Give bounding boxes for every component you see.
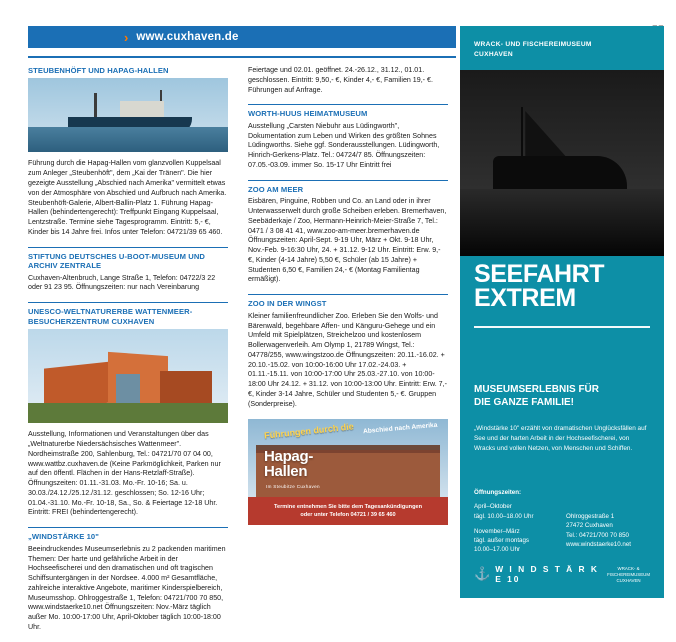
ad-hours-label: Öffnungszeiten:: [474, 489, 522, 496]
left-column: [28, 66, 228, 642]
article-heading: STIFTUNG DEUTSCHES U-BOOT-MUSEUM UND ARCHIV ZENTRALE: [28, 251, 205, 271]
article-body: Feiertage und 02.01. geöffnet. 24.-26.12., 31.12., 01.01. geschlossen. Eintritt: 9,50,- €, Kinder 4,- €, Familien 19,- €. Führungen auf Anfrage.: [248, 66, 433, 94]
ad-hours-season-2-value-a: tägl. außer montags: [474, 537, 530, 545]
ad-title: SEEFAHRT EXTREM: [474, 260, 605, 312]
ship-photo: [28, 78, 228, 152]
website-url[interactable]: www.cuxhaven.de: [136, 31, 239, 43]
article-wattenmeer: [28, 307, 228, 518]
article-uboot-museum: [28, 252, 228, 294]
article-worth-huus: [248, 109, 448, 170]
advert-title: Hapag- Hallen: [264, 448, 314, 480]
museum-badge: WRACK- & FISCHEREIMUSEUM CUXHAVEN: [607, 565, 650, 583]
article-heading: STEUBENHÖFT UND HAPAG-HALLEN: [28, 66, 169, 75]
section-divider: [248, 104, 448, 105]
article-heading: WORTH-HUUS HEIMATMUSEUM: [248, 109, 368, 119]
article-body: Cuxhaven-Altenbruch, Lange Straße 1, Telefon: 04722/3 22 oder 91 23 95. Öffnungszeiten: nur nach Vereinbarung: [28, 273, 216, 292]
advert-tagline: Abschied nach Amerika: [363, 421, 439, 436]
anchor-icon: ⚓: [474, 566, 491, 581]
museum-building-photo: [28, 329, 228, 423]
ad-hours-season-1-label: April–Oktober: [474, 503, 512, 511]
ad-address-street: Ohlroggestraße 1: [566, 513, 615, 520]
ad-hours-season-1-value: tägl. 10.00–18.00 Uhr: [474, 512, 534, 520]
advert-subtitle: Im Steubitze Cuxhaven: [266, 484, 320, 490]
article-heading: „WINDSTÄRKE 10": [28, 532, 99, 542]
section-divider: [28, 527, 228, 528]
ad-address-city: 27472 Cuxhaven: [566, 522, 613, 530]
ship-mast-icon: [94, 93, 97, 118]
ad-logo: WRACK- UND FISCHEREIMUSEUM CUXHAVEN: [474, 41, 592, 58]
article-body: Führung durch die Hapag-Hallen vom glanzvollen Kuppelsaal zum Anleger „Steubenhöft", dem „Kai der Tränen". Die hier gezeigte Ausstellung „Abschied nach Amerika" vermittelt etwas von der Atmosphäre von Abschied und Aufbruch nach Amerika. Steubenhöft-Galerie, Albert-Ballin-Platz 1. Führung Hapag-Hallen (behindertengerecht): Treffpunkt Eingang Kuppelsaal, Lentzstraße. Termine siehe Tagesprogramm. Eintritt: 5,- €, Kinder bis 14 Jahre frei. Infos unter Telefon: 04721/39 65 460.: [28, 159, 227, 236]
article-steubenhoeft: [28, 66, 228, 238]
chevron-right-icon: ›: [124, 29, 129, 45]
ad-paragraph: „Windstärke 10" erzählt von dramatischen Unglücksfällen auf See und der harten Arbeit in der Hochseefischerei, von Wracks und vollen Netzen, von Menschen und Schiffen.: [474, 425, 647, 452]
ad-website[interactable]: www.windstaerke10.net: [566, 540, 632, 548]
ad-footer: [474, 564, 650, 584]
section-divider: [248, 294, 448, 295]
advert-kicker: Führungen durch die: [263, 421, 355, 441]
horizon-band: [460, 189, 664, 256]
article-continued: [248, 66, 448, 95]
section-divider: [28, 302, 228, 303]
ad-hours-season-2-label: November–März: [474, 527, 520, 535]
ad-phone: Tel.: 04721/700 70 850: [566, 531, 629, 539]
article-heading: ZOO IN DER WINGST: [248, 299, 327, 309]
section-divider: [28, 247, 228, 248]
sea-surface: [28, 127, 228, 152]
right-column: [248, 66, 448, 525]
advert-footer-line2: oder unter Telefon 04721 / 39 65 460: [300, 511, 396, 518]
article-zoo-am-meer: [248, 185, 448, 286]
section-divider: [248, 180, 448, 181]
article-heading: ZOO AM MEER: [248, 184, 304, 194]
lawn: [28, 403, 228, 424]
ad-opening-hours: [474, 488, 560, 555]
advert-footer: [248, 497, 448, 525]
article-body: Beeindruckendes Museumserlebnis zu 2 packenden maritimen Themen: Der harte und gefährliche Arbeit in der Hochseefischerei und den dramatischen und oft tragischen Schiffsuntergängen in der Nordsee. 4.000 m² Gesamtfläche, zahlreiche interaktive Angebote, maritimer Kinderspielbereich, Museumsshop. Ohlroggestraße 1, Telefon: 04721/700 70 850, www.windstaerke10.net Öffnungszeiten: Nov.-März täglich außer Mo. 10:00-17:00 Uhr, April-Oktober täglich 10:00-18:00 Uhr.: [28, 544, 226, 631]
ad-separator: [474, 326, 650, 328]
ad-hours-season-2-value-b: 10.00–17.00 Uhr: [474, 546, 521, 554]
article-body: Kleiner familienfreundlicher Zoo. Erleben Sie den Wolfs- und Bärenwald, begehbare Affen- und Känguru-Gehege und ein Umfeld mit Spielplätzen, Streichelzoo und kostenlosem Bollerwagenverleih. Am Olymp 1, 21789 Wingst, Tel.: 04778/255, www.wingstzoo.de Öffnungszeiten: 20.11.-16.02. + 20.10.-15.02. von 10:00-16:00 Uhr 17.02.-24.03. + 01.11.-15.11. von 10:00-17:00 Uhr 25.03.-27.10. von 10:00-18:00 Uhr 24.12. + 31.12. von 10:00-13:00 Uhr. Eintritt: Erw. 7,- €, Kinder 3-14 Jahre, Schüler und Studenten 5,- €. Gruppen (Sonderpreise).: [248, 311, 447, 408]
hapag-hallen-advert[interactable]: [248, 419, 448, 525]
article-windstaerke10: [28, 532, 228, 633]
article-body: Eisbären, Pinguine, Robben und Co. an Land oder in ihrer Unterwasserwelt durch große Scheiben erleben. Bremerhaven, Seebäderkaje / Zoo, Hermann-Heinrich-Meier-Straße 7, Tel.: 0471 / 3 08 41 41, www.zoo-am-meer.bremerhaven.de Öffnungszeiten: April-Sept. 9-19 Uhr, März + Okt. 9-18 Uhr, Nov.-Feb. 9-16:30 Uhr, 24. + 31.12. 9-12 Uhr. Eintritt: Erw. 9,- €, Kinder (4-14 Jahre) 5,50 €, Schüler (ab 15 Jahre) + Studenten 6,50 €, Familien 24,- € (Montag Familientag ermäßigt).: [248, 197, 447, 284]
building-glass-facade: [116, 374, 140, 402]
article-zoo-wingst: [248, 299, 448, 409]
article-body: Ausstellung, Informationen und Veranstaltungen über das „Weltnaturerbe Niedersächsisches Wattenmeer". Nordheimstraße 200, Sahlenburg, Tel.: 04721/70 07 04 00, www.wattbz.cuxhaven.de (Keine Parkmöglichkeit, Parken nur auf den öffentl. Flächen in der Hans-Retzlaff-Straße). Öffnungszeiten: 01.11.-31.03. Mo.-Fr. 10-16; Sa. u. 30.03./24.12./25.12./31.12. geschlossen; So. 12-16 Uhr; 01.04.-31.10. Mo.-Fr. 10-18, Sa., So. & Feiertage 12-18 Uhr. Eintritt: FREI (behindertengerecht).: [28, 430, 221, 517]
article-body: Ausstellung „Carsten Niebuhr aus Lüdingworth", Dokumentation zum Leben und Wirken des größten Sohnes Lüdingworths. Siehe ggf. Sonderausstellungen. Lüdingworth, Hinrich-Gerkens-Platz. Tel.: 04724/7 85. Öffnungszeiten: 07.05.-03.09. immer So. 15-17 Uhr Eintritt frei: [248, 121, 440, 169]
advert-footer-line1: Termine entnehmen Sie bitte dem Tagesankündigungen: [273, 503, 423, 510]
ad-subtitle: MUSEUMSERLEBNIS FÜR DIE GANZE FAMILIE!: [474, 384, 600, 408]
header-divider: [28, 56, 456, 58]
ad-contact[interactable]: [566, 512, 658, 549]
windstaerke-wordmark: [474, 564, 607, 584]
top-url-bar: [28, 26, 456, 48]
building-right: [160, 371, 212, 407]
article-heading: UNESCO-WELTNATURERBE WATTENMEER-BESUCHERZENTRUM CUXHAVEN: [28, 307, 193, 326]
ad-hero-photo: [460, 70, 664, 256]
windstaerke10-ad-panel[interactable]: [460, 26, 664, 598]
wordmark-text: W I N D S T Ä R K E 10: [495, 564, 599, 584]
